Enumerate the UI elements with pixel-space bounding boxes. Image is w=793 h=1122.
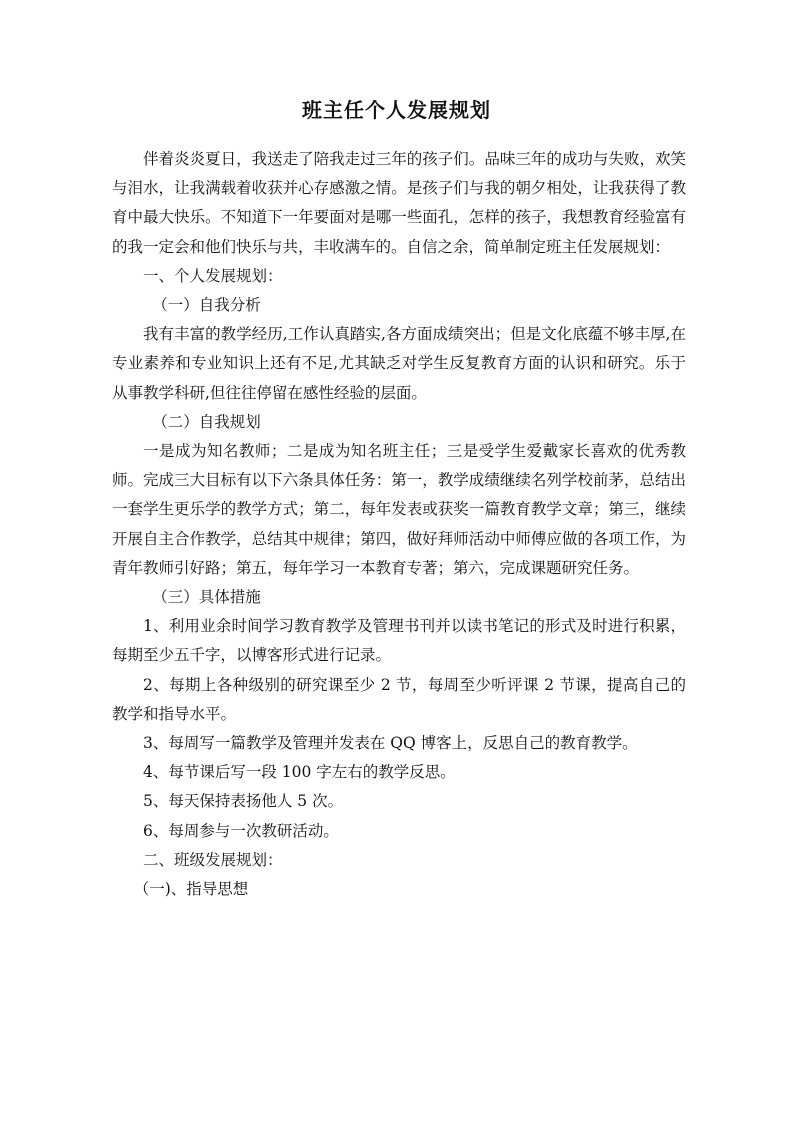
measure-item-1: 1、利用业余时间学习教育教学及管理书刊并以读书笔记的形式及时进行积累，每期至少五千字，以博客形式进行记录。 (112, 617, 686, 665)
heading-class-plan: 二、班级发展规划： (143, 850, 283, 869)
document-title: 班主任个人发展规划 (302, 98, 491, 122)
measure-item-6: 6、每周参与一次教研活动。 (143, 821, 339, 840)
measure-item-2: 2、每期上各种级别的研究课至少 2 节，每周至少听评课 2 节课，提高自己的教学和指导水平。 (112, 675, 686, 723)
subheading-self-analysis: （一）自我分析 (152, 296, 261, 315)
heading-personal-plan: 一、个人发展规划： (143, 266, 283, 285)
paragraph-intro: 伴着炎炎夏日，我送走了陪我走过三年的孩子们。品味三年的成功与失败，欢笑与泪水，让我满载着收获并心存感激之情。是孩子们与我的朝夕相处，让我获得了教育中最大快乐。不知道下一年要面对是哪一些面孔，怎样的孩子，我想教育经验富有的我一定会和他们快乐与共，丰收满车的。自信之余，简单制定班主任发展规划： (112, 150, 686, 256)
subheading-guiding-thought: （一)、指导思想 (133, 880, 249, 899)
subheading-measures: （三）具体措施 (152, 588, 261, 607)
measure-item-4: 4、每节课后写一段 100 字左右的教学反思。 (143, 763, 456, 782)
document-body (112, 145, 686, 904)
measure-item-5: 5、每天保持表扬他人 5 次。 (143, 792, 344, 811)
paragraph-self-analysis: 我有丰富的教学经历,工作认真踏实,各方面成绩突出；但是文化底蕴不够丰厚,在专业素养和专业知识上还有不足,尤其缺乏对学生反复教育方面的认识和研究。乐于从事教学科研,但往往停留在感性经验的层面。 (112, 325, 686, 402)
paragraph-self-planning: 一是成为知名教师；二是成为知名班主任；三是受学生爱戴家长喜欢的优秀教师。完成三大目标有以下六条具体任务：第一，教学成绩继续名列学校前茅，总结出一套学生更乐学的教学方式；第二，每年发表或获奖一篇教育教学文章；第三，继续开展自主合作教学，总结其中规律；第四，做好拜师活动中师傅应做的各项工作，为青年教师引好路；第五，每年学习一本教育专著；第六，完成课题研究任务。 (112, 442, 686, 577)
subheading-self-planning: （二）自我规划 (152, 412, 261, 431)
measure-item-3: 3、每周写一篇教学及管理并发表在 QQ 博客上，反思自己的教育教学。 (143, 734, 638, 753)
